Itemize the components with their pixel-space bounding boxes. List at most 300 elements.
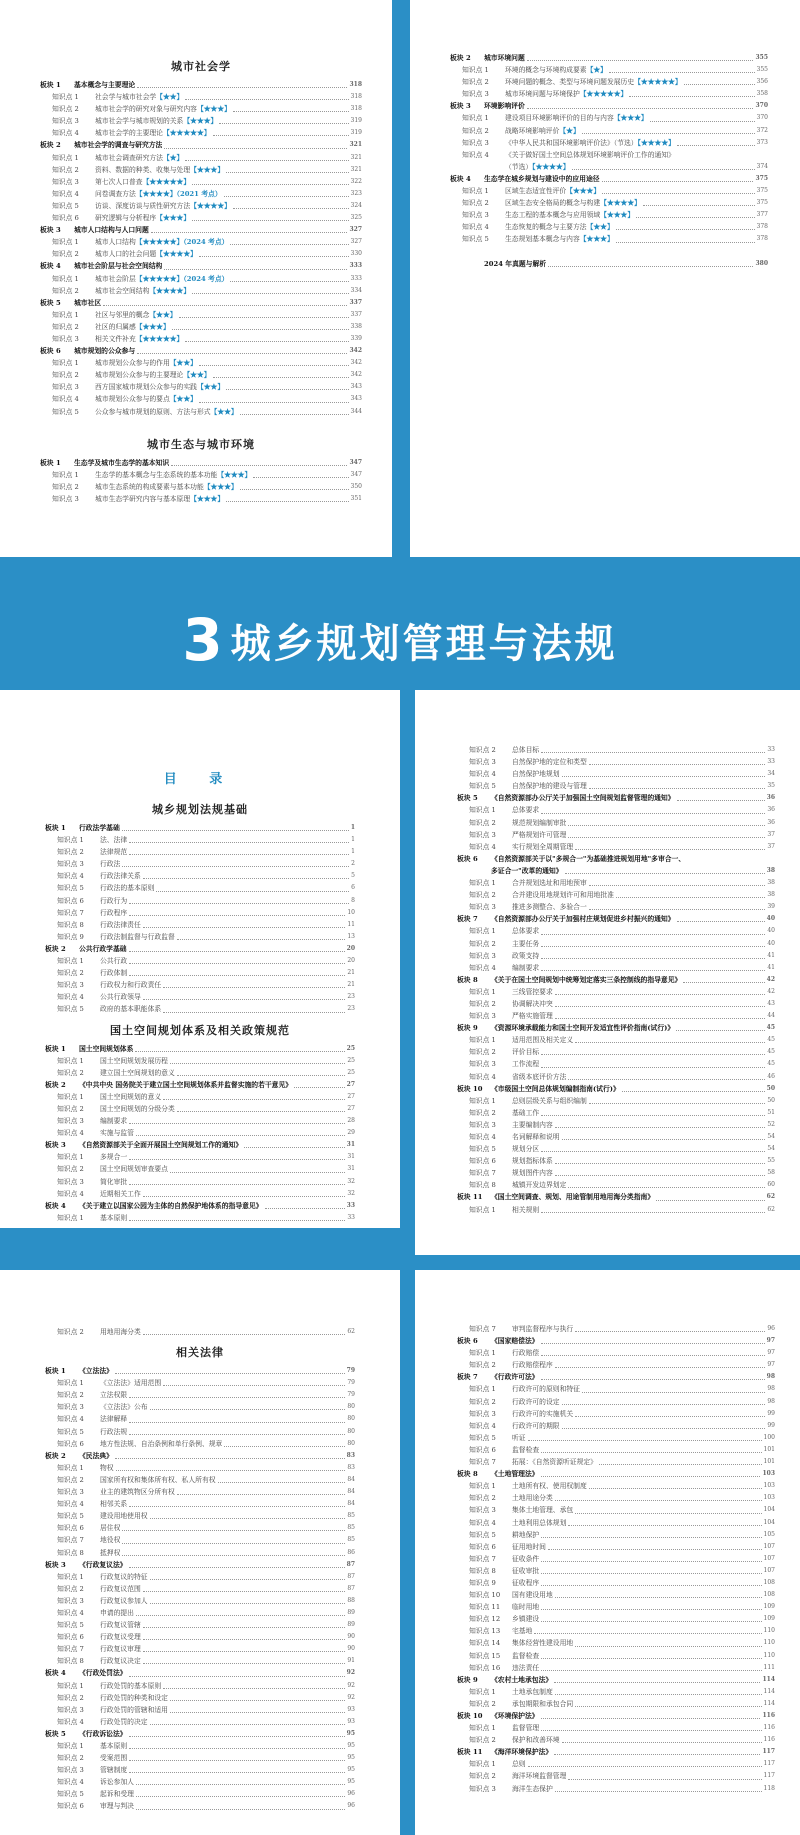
page-number: 370 <box>756 114 768 122</box>
entry-label: 板块 1 <box>40 81 61 89</box>
entry-title <box>95 115 217 127</box>
toc-entry-row <box>457 1155 775 1167</box>
page-number: 110 <box>763 1651 775 1659</box>
entry-title <box>512 1529 539 1541</box>
entry-label: 知识点 2 <box>57 969 84 978</box>
toc-entry-row <box>450 88 768 100</box>
page-number: 38 <box>767 891 775 899</box>
entry-label: 知识点 1 <box>57 1572 84 1581</box>
entry-title-text: 《土地管理法》 <box>491 1470 539 1479</box>
leader-dots <box>541 958 765 959</box>
entry-label: 板块 5 <box>457 794 478 803</box>
entry-title-text: 监督检查 <box>512 1445 540 1454</box>
leader-dots <box>541 813 765 814</box>
page-number: 85 <box>347 1524 355 1532</box>
entry-title-text: 听证 <box>512 1433 526 1442</box>
entry-title <box>95 369 211 381</box>
star-rating: 【★★★★★】（2024 考点） <box>135 274 229 283</box>
leader-dots <box>192 293 348 294</box>
entry-title <box>505 88 627 100</box>
entry-title-text: 社区与邻里的概念 <box>95 310 150 319</box>
toc-entry-row <box>457 1480 775 1492</box>
entry-label: 板块 10 <box>457 1712 483 1720</box>
leader-dots <box>528 1440 762 1441</box>
entry-title-text: 行政权力和行政责任 <box>100 981 162 990</box>
page-number: 325 <box>350 214 362 222</box>
entry-title <box>79 1365 113 1377</box>
toc-module-row <box>45 1559 355 1571</box>
leader-dots <box>163 1688 345 1689</box>
star-rating: 【★★★】 <box>217 470 252 479</box>
page-number: 92 <box>347 1693 355 1701</box>
entry-title-text: 《立法法》 <box>79 1367 113 1376</box>
leader-dots <box>150 1603 346 1604</box>
entry-title <box>512 1432 526 1444</box>
entry-title <box>512 1071 566 1083</box>
page-number: 324 <box>350 201 362 209</box>
toc-module-row <box>457 1710 775 1722</box>
toc-entry-row <box>450 64 768 76</box>
entry-title <box>512 1155 553 1167</box>
page-number: 10 <box>347 908 355 916</box>
toc-entry-row <box>40 469 362 481</box>
leader-dots <box>129 951 345 952</box>
toc-entry-row <box>457 768 775 780</box>
page-number: 36 <box>767 806 775 814</box>
entry-title <box>74 139 162 151</box>
entry-label: 知识点 4 <box>57 993 84 1002</box>
entry-title <box>79 822 120 834</box>
page-number: 62 <box>347 1328 355 1335</box>
toc-entry-row <box>45 1716 355 1728</box>
toc-entry-row <box>40 481 362 493</box>
entry-title <box>491 1083 620 1095</box>
entry-label: 知识点 8 <box>57 1657 84 1666</box>
entry-label: 板块 3 <box>45 1141 66 1150</box>
entry-title <box>512 1698 573 1710</box>
toc-page-2 <box>410 0 800 557</box>
toc-entry-row <box>457 1046 775 1058</box>
entry-title <box>512 1179 566 1191</box>
star-rating: 【★★★★】（2021 考点） <box>135 189 222 198</box>
toc-entry-row <box>45 1127 355 1139</box>
leader-dots <box>527 60 754 61</box>
toc-entry-row <box>45 1776 355 1788</box>
entry-title-text: 行政复议管辖 <box>100 1621 141 1630</box>
entry-title <box>100 1103 175 1115</box>
entry-title <box>100 1163 168 1175</box>
leader-dots <box>136 1135 345 1136</box>
toc-entry-row <box>457 1095 775 1107</box>
entry-title <box>512 1589 553 1601</box>
entry-label: 知识点 4 <box>57 872 84 881</box>
toc-entry-row <box>40 176 362 188</box>
page-number: 45 <box>767 1036 775 1044</box>
entry-title <box>512 1383 580 1395</box>
entry-title-text: 自然保护地的定位和类型 <box>512 758 587 767</box>
entry-title-text: 审理与判决 <box>100 1802 134 1811</box>
toc-entry-row <box>45 1692 355 1704</box>
page-number: 85 <box>347 1536 355 1544</box>
entry-title <box>491 1746 552 1758</box>
leader-dots <box>136 1809 345 1810</box>
entry-title <box>95 236 228 248</box>
page-number: 5 <box>351 872 355 880</box>
page-number: 62 <box>767 1205 775 1213</box>
leader-dots <box>177 1075 346 1076</box>
entry-title-text: 生态工程的基本概念与应用领域 <box>505 211 601 220</box>
leader-dots <box>129 1772 345 1773</box>
page-number: 84 <box>347 1488 355 1496</box>
leader-dots <box>115 1458 345 1459</box>
entry-title <box>100 1212 127 1224</box>
entry-title <box>505 112 648 124</box>
entry-label: 知识点 1 <box>469 1687 496 1696</box>
entry-title-text: 耕地保护 <box>512 1530 540 1539</box>
leader-dots <box>562 776 766 777</box>
toc-entry-row <box>45 1788 355 1800</box>
entry-title-text: 《立法法》适用范围 <box>100 1379 162 1388</box>
toc-module-row <box>40 457 362 469</box>
toc-page-5 <box>0 1270 400 1835</box>
toc-entry-row <box>40 369 362 381</box>
entry-label: 知识点 5 <box>57 1005 84 1014</box>
entry-title-text: 城市生态系统的构成要素与基本功能 <box>95 482 204 491</box>
entry-label: 知识点 2 <box>52 482 79 491</box>
entry-title-text: 公共行政领导 <box>100 993 141 1002</box>
leader-dots <box>129 1422 345 1423</box>
toc-module-row <box>457 792 775 804</box>
toc-module-row <box>450 100 768 112</box>
entry-title <box>100 1401 148 1413</box>
toc-entry-row <box>450 112 768 124</box>
star-rating: 【★★】 <box>210 407 238 416</box>
entry-title-text: 社区的归属感 <box>95 322 136 331</box>
entry-title <box>100 967 127 979</box>
entry-title-text: 行政复议的特征 <box>100 1572 148 1581</box>
entry-title-text: 行政处罚的种类和设定 <box>100 1693 168 1702</box>
entry-label: 知识点 1 <box>469 1724 496 1733</box>
page-number: 21 <box>347 969 355 977</box>
entry-title-text: 乡镇建设 <box>512 1615 540 1624</box>
entry-label: 知识点 5 <box>57 1790 84 1799</box>
entry-title-text: 区域生态安全格局的概念与构建 <box>505 199 601 208</box>
entry-label: 知识点 1 <box>469 1349 496 1358</box>
entry-title-text: 《自然资源部关于全面开展国土空间规划工作的通知》 <box>79 1141 243 1150</box>
leader-dots <box>548 1549 762 1550</box>
entry-title <box>100 1704 168 1716</box>
entry-title-text: 合并建设用地规划许可和用地批准 <box>512 891 614 900</box>
entry-label: 知识点 2 <box>57 1068 84 1077</box>
entry-title-text: 访谈、深度访谈与质性研究方法 <box>95 201 191 210</box>
leader-dots <box>589 788 766 789</box>
toc-entry-row <box>457 938 775 950</box>
entry-title-text: 行政复议审理 <box>100 1645 141 1654</box>
toc-module-row <box>45 1667 355 1679</box>
entry-label: 板块 3 <box>40 226 61 235</box>
entry-label: 板块 4 <box>45 1669 66 1678</box>
page-number: 344 <box>350 407 362 415</box>
toc-entry-row <box>45 1534 355 1546</box>
entry-title-text: 严格实施管理 <box>512 1012 553 1021</box>
entry-label: 知识点 12 <box>469 1615 501 1624</box>
toc-entry-row <box>40 115 362 127</box>
toc-entry-row <box>45 1377 355 1389</box>
page-number: 370 <box>755 102 768 110</box>
leader-dots <box>129 1506 345 1507</box>
leader-dots <box>143 1651 346 1652</box>
toc-module-row <box>450 258 768 270</box>
toc-entry-row <box>457 1698 775 1710</box>
entry-title-text: 研究逻辑与分析程序 <box>95 214 157 223</box>
entry-label: 板块 6 <box>40 347 61 356</box>
entry-title-text: 行政法律关系 <box>100 872 141 881</box>
entry-title <box>100 1055 168 1067</box>
entry-title-text: 2024 年真题与解析 <box>484 259 547 268</box>
entry-title-text: 公众参与城市规划的原则、方法与形式 <box>95 407 211 416</box>
leader-dots <box>150 1724 346 1725</box>
star-rating: 【★★】 <box>149 310 177 319</box>
page-number: 338 <box>350 322 362 330</box>
entry-label: 知识点 7 <box>469 1169 496 1178</box>
page-number: 46 <box>767 1072 775 1080</box>
entry-title-text: 立法权限 <box>100 1391 128 1400</box>
toc-title: 目 录 <box>163 772 237 787</box>
page-number: 103 <box>763 1482 775 1490</box>
entry-label: 知识点 3 <box>57 1705 84 1714</box>
leader-dots <box>562 1404 766 1405</box>
leader-dots <box>103 305 347 306</box>
entry-label: 知识点 1 <box>52 359 79 368</box>
entry-title <box>100 1752 127 1764</box>
leader-dots <box>265 1208 345 1209</box>
entry-label: 板块 4 <box>40 262 61 271</box>
star-rating: 【★★★】 <box>156 214 191 223</box>
entry-title-text: 征收程序 <box>512 1578 540 1587</box>
page-number: 92 <box>347 1681 355 1689</box>
entry-title <box>491 974 681 986</box>
page-number: 103 <box>762 1470 775 1478</box>
leader-dots <box>572 169 755 170</box>
page-number: 41 <box>767 951 775 959</box>
leader-dots <box>602 193 754 194</box>
entry-title <box>100 1486 175 1498</box>
toc-page-3 <box>0 690 400 1228</box>
entry-title-text: 实施与监管 <box>100 1129 134 1138</box>
entry-title-text: 严格规划许可管理 <box>512 830 567 839</box>
entry-label: 知识点 2 <box>52 371 79 380</box>
entry-label: 知识点 3 <box>57 1117 84 1126</box>
page-number: 96 <box>347 1802 355 1810</box>
leader-dots <box>609 72 755 73</box>
entry-label: 知识点 1 <box>57 1153 84 1162</box>
entry-title <box>512 1637 573 1649</box>
page-number: 42 <box>766 975 775 983</box>
leader-dots <box>129 1159 345 1160</box>
entry-title-text: 承包期限和承包合同 <box>512 1699 574 1708</box>
entry-label: 知识点 5 <box>57 884 84 893</box>
page-number: 6 <box>351 884 355 892</box>
entry-title-text: （节选） <box>505 162 533 171</box>
entry-title <box>512 938 539 950</box>
leader-dots <box>230 281 348 282</box>
toc-entry-row <box>40 164 362 176</box>
entry-title-text: 行政法制监督与行政监督 <box>100 932 175 941</box>
entry-label: 板块 8 <box>457 1470 478 1479</box>
entry-label: 知识点 2 <box>469 746 496 754</box>
entry-label: 知识点 7 <box>469 1554 496 1563</box>
leader-dots <box>129 1434 345 1435</box>
entry-title-text: 城市规划的公众参与 <box>74 347 136 356</box>
page-number: 97 <box>767 1349 775 1357</box>
leader-dots <box>156 891 349 892</box>
page-number: 85 <box>347 1512 355 1520</box>
toc-entry-row <box>457 1565 775 1577</box>
toc-entry-row <box>457 1529 775 1541</box>
entry-label: 知识点 4 <box>469 1072 496 1081</box>
entry-title <box>512 1347 539 1359</box>
entry-title <box>512 901 587 913</box>
entry-title <box>491 853 685 865</box>
entry-title-text: 三线管控要求 <box>512 987 553 996</box>
leader-dots <box>616 229 755 230</box>
page-number: 108 <box>763 1578 775 1586</box>
star-rating: 【★★】 <box>196 383 225 392</box>
toc-entry-row <box>457 1650 775 1662</box>
entry-label: 板块 2 <box>45 1080 66 1089</box>
entry-label: 板块 5 <box>40 298 61 307</box>
entry-title <box>100 1655 141 1667</box>
entry-label: 板块 2 <box>45 944 66 953</box>
leader-dots <box>129 963 345 964</box>
page-number: 101 <box>763 1445 775 1453</box>
leader-dots <box>199 256 349 257</box>
leader-dots <box>129 1676 345 1677</box>
page-number: 378 <box>756 223 768 231</box>
page-number: 319 <box>350 129 362 137</box>
entry-title-text: 城市社区 <box>74 298 102 307</box>
page-number: 55 <box>767 1157 775 1165</box>
entry-label: 知识点 3 <box>57 1403 84 1412</box>
entry-label: 知识点 2 <box>52 105 79 114</box>
toc-entry-row <box>457 744 775 756</box>
toc-entry-row <box>45 1583 355 1595</box>
entry-label: 知识点 9 <box>57 932 84 941</box>
toc-entry-row <box>45 1547 355 1559</box>
entry-label: 知识点 11 <box>469 1603 501 1612</box>
page-number: 330 <box>350 250 362 258</box>
entry-title-text: 征用地时间 <box>512 1542 546 1551</box>
toc-entry-row <box>45 955 355 967</box>
entry-label: 知识点 6 <box>469 1157 496 1166</box>
entry-label: 知识点 2 <box>469 1736 496 1745</box>
toc-entry-row <box>457 756 775 768</box>
leader-dots <box>555 1694 762 1695</box>
star-rating: 【★★★】 <box>600 211 635 220</box>
toc-entry-row <box>45 1474 355 1486</box>
chapter-title: 城乡规划管理与法规 <box>230 620 618 667</box>
entry-label: 板块 5 <box>45 1729 66 1738</box>
entry-label: 知识点 7 <box>57 1645 84 1654</box>
entry-title <box>100 1474 216 1486</box>
entry-title <box>74 79 135 91</box>
entry-label: 知识点 1 <box>469 1760 496 1769</box>
entry-label: 知识点 1 <box>57 1056 84 1065</box>
page-number: 114 <box>763 1699 775 1707</box>
page-number: 33 <box>767 758 775 766</box>
entry-title-text: 《国土空间调查、规划、用途管制用地用海分类指南》 <box>491 1193 655 1202</box>
leader-dots <box>684 84 755 85</box>
toc-entry-row <box>45 1510 355 1522</box>
leader-dots <box>177 1494 346 1495</box>
entry-title-text: 名词解释和说明 <box>512 1133 560 1141</box>
page-number: 116 <box>763 1736 775 1744</box>
leader-dots <box>589 764 766 765</box>
leader-dots <box>136 1615 345 1616</box>
leader-dots <box>554 1754 760 1755</box>
entry-title-text: 适用范围及相关定义 <box>512 1036 574 1045</box>
entry-title <box>95 333 183 345</box>
leader-dots <box>650 121 755 122</box>
entry-title-text: 物权 <box>100 1463 114 1472</box>
entry-label: 知识点 4 <box>52 129 79 138</box>
leader-dots <box>129 1123 345 1124</box>
entry-label: 知识点 2 <box>52 165 79 174</box>
leader-dots <box>136 1796 345 1797</box>
leader-dots <box>677 145 755 146</box>
toc-entry-row <box>457 1347 775 1359</box>
page-number: 342 <box>349 347 362 355</box>
page-number: 319 <box>350 117 362 125</box>
page-number: 27 <box>347 1104 355 1112</box>
entry-label: 板块 2 <box>450 54 471 62</box>
toc-entry-row <box>457 1577 775 1589</box>
toc-entry-row <box>457 1034 775 1046</box>
entry-title-text: 生态规划基本概念与内容 <box>505 235 580 244</box>
leader-dots <box>676 1030 764 1031</box>
entry-title-text: 《行政处罚法》 <box>79 1669 127 1678</box>
entry-title <box>100 1619 141 1631</box>
star-rating: 【★★★★】 <box>156 250 197 259</box>
leader-dots <box>179 317 349 318</box>
leader-dots <box>562 1139 766 1140</box>
leader-dots <box>555 1791 762 1792</box>
leader-dots <box>575 1706 761 1707</box>
leader-dots <box>575 1042 765 1043</box>
page-number: 25 <box>347 1068 355 1076</box>
entry-title-text: 行政处罚的基本原则 <box>100 1681 162 1690</box>
entry-title <box>100 919 141 931</box>
entry-label: 知识点 2 <box>469 818 496 827</box>
leader-dots <box>129 842 349 843</box>
toc-entry-row <box>457 1119 775 1131</box>
entry-label: 板块 3 <box>450 102 471 111</box>
leader-dots <box>541 1355 765 1356</box>
entry-label: 知识点 1 <box>52 93 79 102</box>
entry-title-text: 行政法学基础 <box>79 824 120 832</box>
leader-dots <box>129 915 345 916</box>
leader-dots <box>163 1012 345 1013</box>
page-number: 13 <box>347 932 355 940</box>
leader-dots <box>656 1200 765 1201</box>
entry-title-text: 集体土地管理、承包 <box>512 1506 574 1515</box>
entry-label: 知识点 1 <box>57 1092 84 1101</box>
leader-dots <box>541 1343 765 1344</box>
page-number: 1 <box>351 848 355 856</box>
entry-label: 知识点 3 <box>57 1596 84 1605</box>
toc-entry-row <box>45 1103 355 1115</box>
leader-dots <box>683 982 764 983</box>
